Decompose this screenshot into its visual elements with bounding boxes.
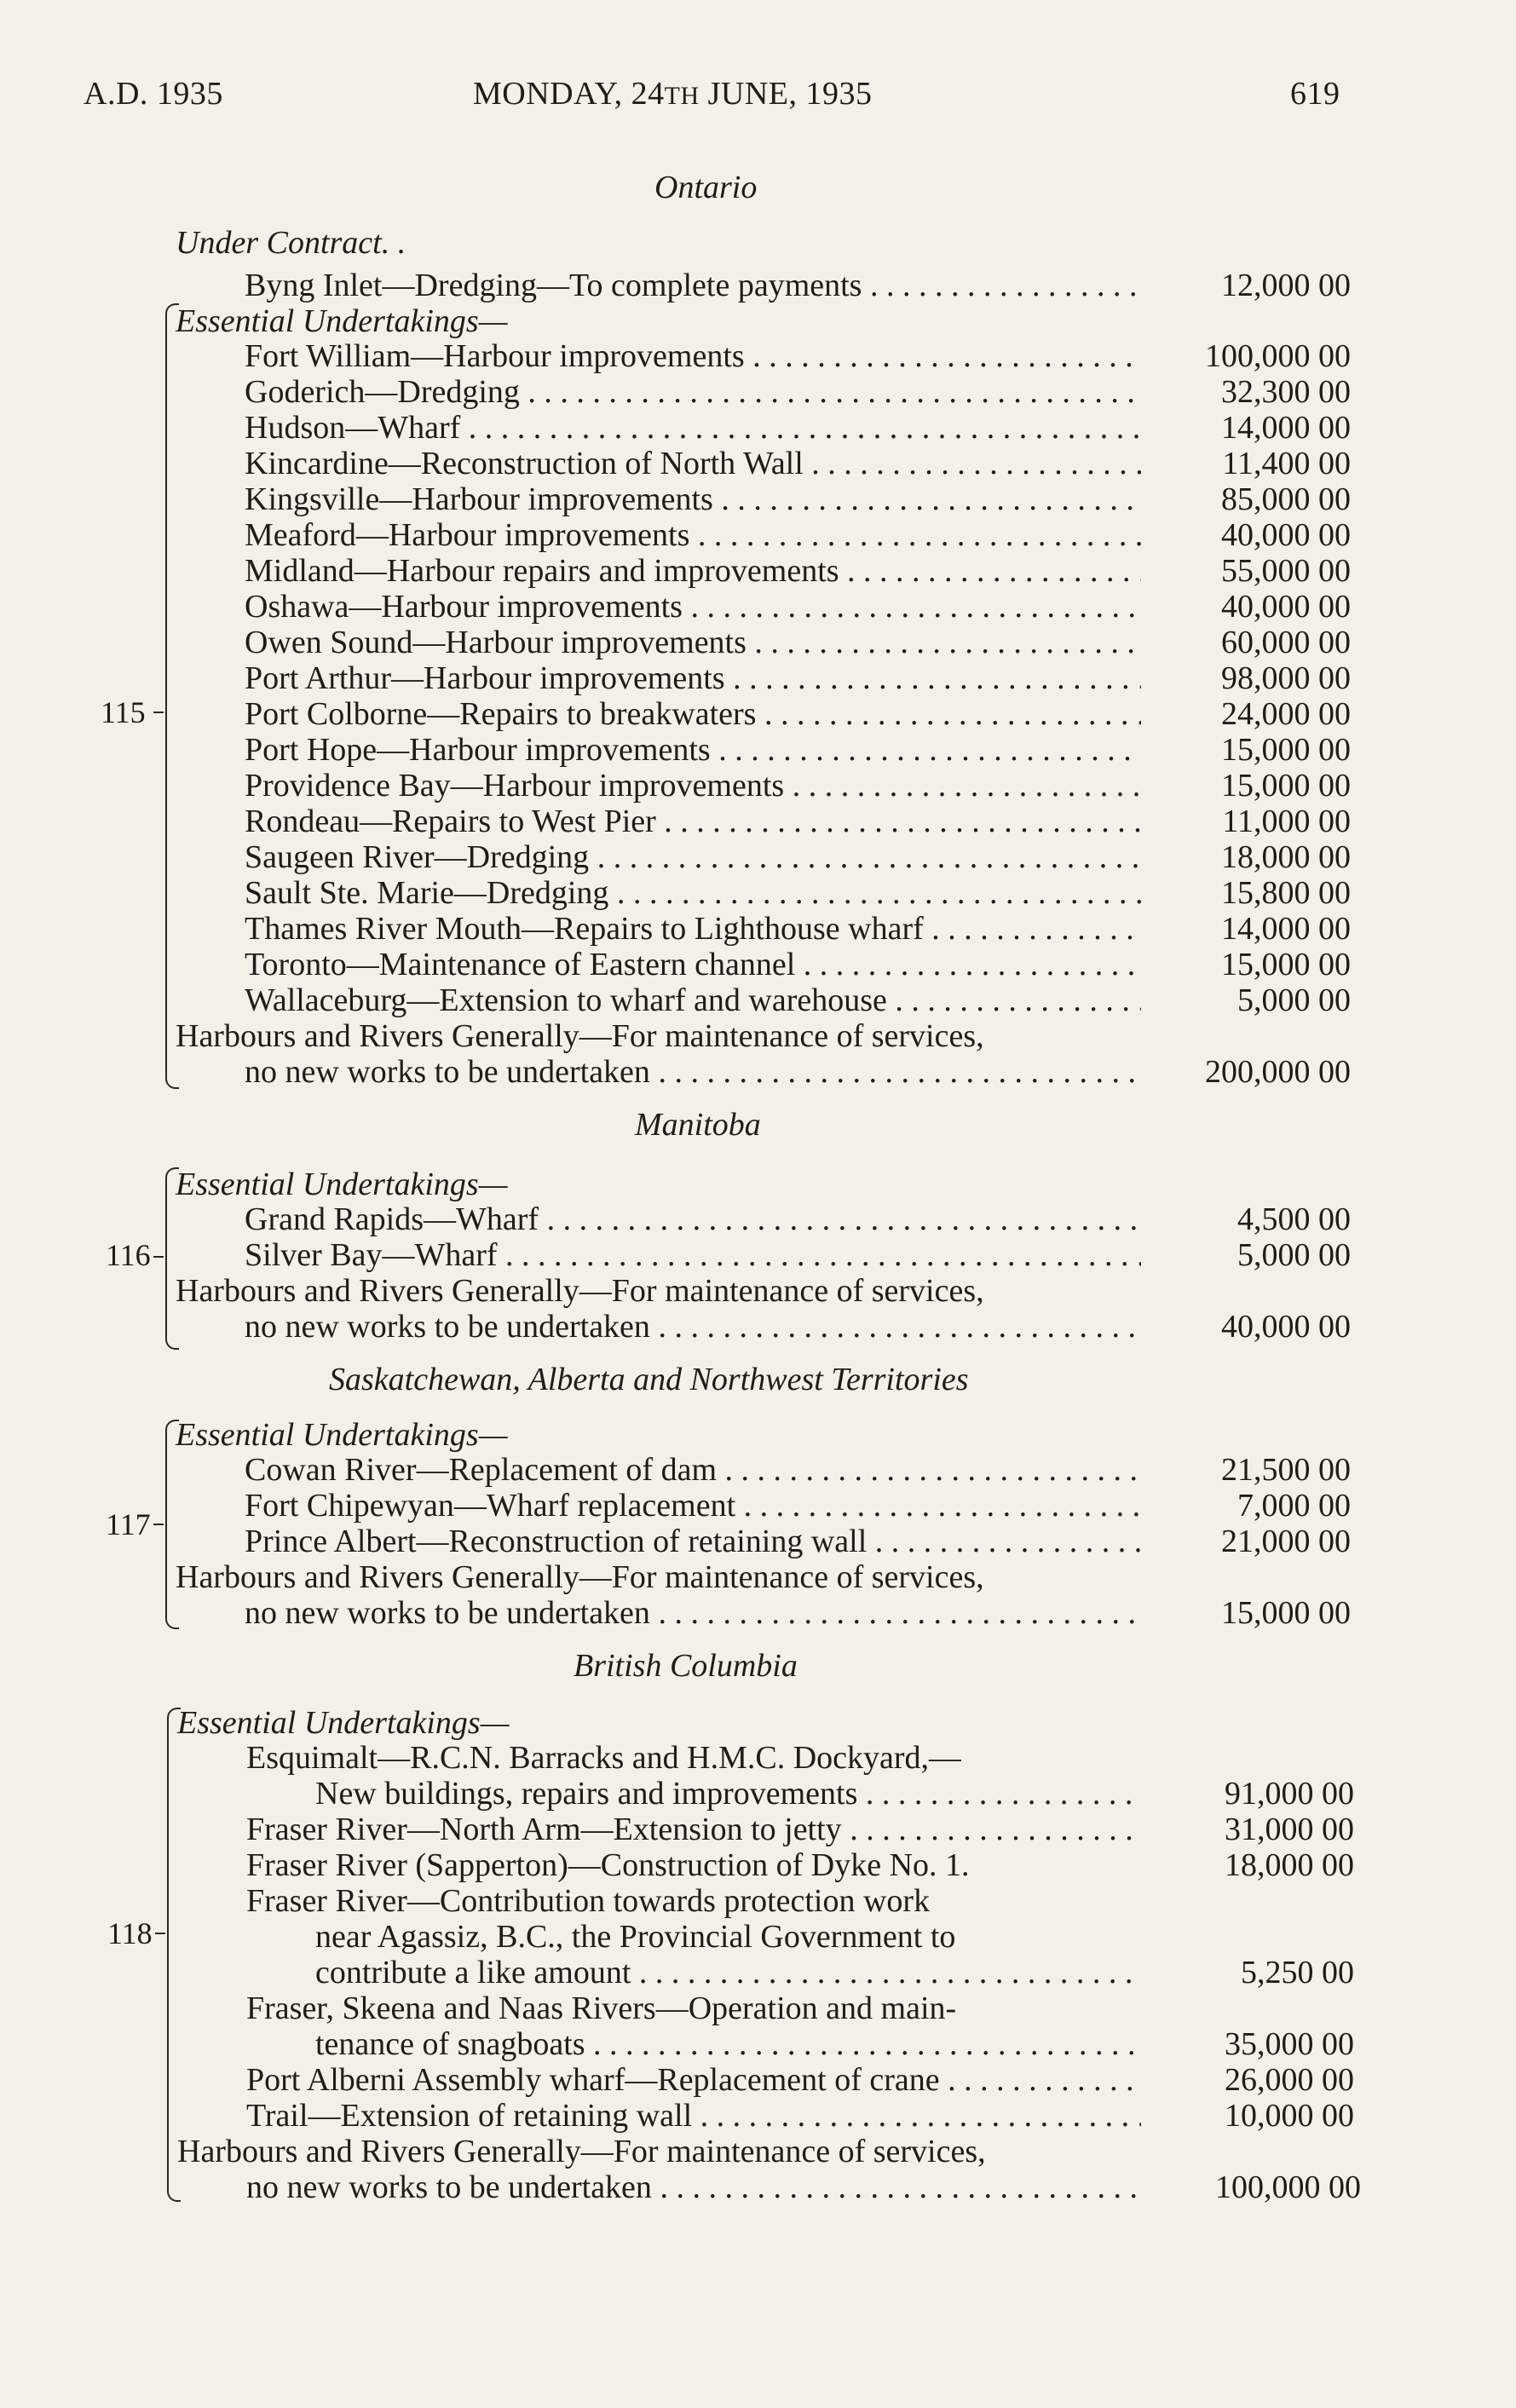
table-row xyxy=(0,1740,1516,1776)
table-row xyxy=(0,768,1516,804)
item-description: Port Alberni Assembly wharf—Replacement of crane . . . xyxy=(246,2062,1141,2098)
item-description: Fraser River (Sapperton)—Construction of Dyke No. 1. xyxy=(246,1847,970,1883)
item-amount: 7,000 00 xyxy=(1237,1488,1351,1524)
table-row xyxy=(0,1776,1516,1812)
item-description: Hudson—Wharf . . . xyxy=(245,410,1141,446)
table-row xyxy=(0,1524,1516,1559)
table-row xyxy=(0,1883,1516,1919)
item-description: no new works to be undertaken . . . xyxy=(245,1054,1141,1090)
table-row xyxy=(0,1812,1516,1847)
table-row xyxy=(0,875,1516,911)
item-amount: 11,400 00 xyxy=(1222,446,1351,481)
vote-number-117: 117 xyxy=(106,1507,151,1541)
item-amount: 55,000 00 xyxy=(1221,553,1351,589)
item-description: Oshawa—Harbour improvements . . . xyxy=(245,589,1141,625)
section-title-saskatchewan: Saskatchewan, Alberta and Northwest Territories xyxy=(329,1362,969,1397)
item-description: Cowan River—Replacement of dam . . . xyxy=(245,1452,1141,1488)
item-description: Sault Ste. Marie—Dredging . . . xyxy=(245,875,1141,911)
table-row xyxy=(0,517,1516,553)
item-description: Kincardine—Reconstruction of North Wall . . . xyxy=(245,446,1141,481)
table-row xyxy=(0,982,1516,1018)
item-amount: 35,000 00 xyxy=(1225,2026,1354,2062)
table-row xyxy=(0,1054,1516,1090)
item-amount: 14,000 00 xyxy=(1221,410,1351,446)
vote-number-116: 116 xyxy=(106,1238,151,1272)
item-amount: 40,000 00 xyxy=(1221,589,1351,625)
item-description: New buildings, repairs and improvements . . . xyxy=(315,1776,1141,1812)
table-row xyxy=(0,446,1516,481)
essential-heading: Essential Undertakings— xyxy=(176,303,508,339)
header-date xyxy=(473,75,873,112)
item-amount: 5,250 00 xyxy=(1241,1955,1354,1990)
essential-heading: Essential Undertakings— xyxy=(176,1417,508,1453)
item-description: contribute a like amount . . . xyxy=(315,1955,1141,1990)
item-amount: 10,000 00 xyxy=(1225,2098,1354,2134)
item-amount: 14,000 00 xyxy=(1221,911,1351,947)
item-description: Owen Sound—Harbour improvements . . . xyxy=(245,625,1141,660)
item-description: Port Colborne—Repairs to breakwaters . . . xyxy=(245,696,1141,732)
table-row xyxy=(0,481,1516,517)
item-description: Harbours and Rivers Generally—For maintenance of services, xyxy=(176,1273,984,1309)
table-row xyxy=(0,911,1516,947)
item-amount: 40,000 00 xyxy=(1221,517,1351,553)
vote-number-118: 118 xyxy=(107,1916,153,1950)
item-description: near Agassiz, B.C., the Provincial Government to xyxy=(315,1919,956,1955)
item-description: Thames River Mouth—Repairs to Lighthouse wharf . . . xyxy=(245,911,1141,947)
item-amount: 18,000 00 xyxy=(1221,839,1351,875)
table-row xyxy=(0,374,1516,410)
table-row xyxy=(0,2098,1516,2134)
item-description: Trail—Extension of retaining wall . . . xyxy=(246,2098,1141,2134)
item-amount: 100,000 00 xyxy=(1215,2169,1361,2205)
item-description: Goderich—Dredging . . . xyxy=(245,374,1141,410)
item-description: Fort Chipewyan—Wharf replacement . . . xyxy=(245,1488,1141,1524)
item-amount: 40,000 00 xyxy=(1221,1309,1351,1345)
section-title-manitoba: Manitoba xyxy=(635,1107,761,1143)
item-amount: 85,000 00 xyxy=(1221,481,1351,517)
item-amount: 15,000 00 xyxy=(1221,732,1351,768)
item-description: tenance of snagboats . . . xyxy=(315,2026,1141,2062)
item-amount: 15,800 00 xyxy=(1221,875,1351,911)
table-row xyxy=(0,732,1516,768)
vote-number-115: 115 xyxy=(101,695,146,729)
item-description: Prince Albert—Reconstruction of retaining wall . . . xyxy=(245,1524,1141,1559)
item-description: Saugeen River—Dredging . . . xyxy=(245,839,1141,875)
table-row xyxy=(0,1488,1516,1524)
item-description: Harbours and Rivers Generally—For maintenance of services, xyxy=(177,2134,986,2169)
item-description: Toronto—Maintenance of Eastern channel . . . xyxy=(245,947,1141,982)
item-description: Wallaceburg—Extension to wharf and warehouse . . . xyxy=(245,982,1141,1018)
table-row xyxy=(0,1847,1516,1883)
table-row xyxy=(0,589,1516,625)
general-maintenance-line xyxy=(0,2134,1516,2169)
item-amount: 98,000 00 xyxy=(1221,660,1351,696)
item-description: Midland—Harbour repairs and improvements . . . xyxy=(245,553,1141,589)
table-row xyxy=(0,1201,1516,1237)
table-row xyxy=(0,947,1516,982)
item-description: Byng Inlet—Dredging—To complete payments . . . xyxy=(245,268,1141,303)
table-row xyxy=(0,410,1516,446)
header-year: A.D. 1935 xyxy=(84,76,223,112)
item-amount: 15,000 00 xyxy=(1221,947,1351,982)
table-row xyxy=(0,660,1516,696)
item-description: Silver Bay—Wharf . . . xyxy=(245,1237,1141,1273)
item-description: Grand Rapids—Wharf . . . xyxy=(245,1201,1141,1237)
item-amount: 60,000 00 xyxy=(1221,625,1351,660)
item-amount: 31,000 00 xyxy=(1225,1812,1354,1847)
item-description: Kingsville—Harbour improvements . . . xyxy=(245,481,1141,517)
item-description: Harbours and Rivers Generally—For maintenance of services, xyxy=(176,1559,984,1595)
table-row xyxy=(0,625,1516,660)
item-description: Meaford—Harbour improvements . . . xyxy=(245,517,1141,553)
item-amount: 4,500 00 xyxy=(1237,1201,1351,1237)
table-row xyxy=(0,1955,1516,1990)
item-amount: 5,000 00 xyxy=(1237,982,1351,1018)
table-row xyxy=(0,268,1516,303)
item-amount: 15,000 00 xyxy=(1221,768,1351,804)
section-title-ontario: Ontario xyxy=(654,170,758,205)
item-description: Rondeau—Repairs to West Pier . . . xyxy=(245,804,1141,839)
item-amount: 26,000 00 xyxy=(1225,2062,1354,2098)
table-row xyxy=(0,1919,1516,1955)
item-amount: 200,000 00 xyxy=(1205,1054,1351,1090)
table-row xyxy=(0,2026,1516,2062)
item-description: Esquimalt—R.C.N. Barracks and H.M.C. Dockyard,— xyxy=(246,1740,962,1776)
header-date-sup: TH xyxy=(664,82,700,110)
table-row xyxy=(0,696,1516,732)
item-amount: 15,000 00 xyxy=(1221,1595,1351,1631)
item-amount: 91,000 00 xyxy=(1225,1776,1354,1812)
item-amount: 11,000 00 xyxy=(1222,804,1351,839)
item-amount: 12,000 00 xyxy=(1221,268,1351,303)
header-date-post: JUNE, 1935 xyxy=(699,76,873,112)
table-row xyxy=(0,2062,1516,2098)
table-row xyxy=(0,839,1516,875)
page-number: 619 xyxy=(1290,76,1340,112)
table-row xyxy=(0,1309,1516,1345)
general-maintenance-line xyxy=(0,1018,1516,1054)
general-maintenance-line xyxy=(0,1273,1516,1309)
item-amount: 32,300 00 xyxy=(1221,374,1351,410)
table-row xyxy=(0,338,1516,374)
essential-heading: Essential Undertakings— xyxy=(176,1167,508,1202)
item-description: Port Hope—Harbour improvements . . . xyxy=(245,732,1141,768)
item-description: no new works to be undertaken . . . xyxy=(246,2169,1141,2205)
item-description: no new works to be undertaken . . . xyxy=(245,1595,1141,1631)
item-amount: 21,000 00 xyxy=(1221,1524,1351,1559)
table-row xyxy=(0,1452,1516,1488)
item-description: Fraser River—Contribution towards protection work xyxy=(246,1883,931,1919)
item-description: Fort William—Harbour improvements . . . xyxy=(245,338,1141,374)
section-title-british-columbia: British Columbia xyxy=(574,1648,798,1684)
under-contract-heading: Under Contract. . xyxy=(176,225,406,261)
essential-heading: Essential Undertakings— xyxy=(177,1705,510,1741)
item-amount: 5,000 00 xyxy=(1237,1237,1351,1273)
item-amount: 100,000 00 xyxy=(1205,338,1351,374)
item-description: Harbours and Rivers Generally—For maintenance of services, xyxy=(176,1018,984,1054)
table-row xyxy=(0,1990,1516,2026)
item-description: Port Arthur—Harbour improvements . . . xyxy=(245,660,1141,696)
table-row xyxy=(0,1237,1516,1273)
item-description: Providence Bay—Harbour improvements . . . xyxy=(245,768,1141,804)
header-date-pre: MONDAY, 24 xyxy=(473,76,665,112)
item-amount: 18,000 00 xyxy=(1225,1847,1354,1883)
table-row xyxy=(0,2169,1516,2205)
item-amount: 21,500 00 xyxy=(1221,1452,1351,1488)
table-row xyxy=(0,553,1516,589)
item-amount: 24,000 00 xyxy=(1221,696,1351,732)
item-description: Fraser, Skeena and Naas Rivers—Operation and main- xyxy=(246,1990,957,2026)
item-description: no new works to be undertaken . . . xyxy=(245,1309,1141,1345)
table-row xyxy=(0,1595,1516,1631)
general-maintenance-line xyxy=(0,1559,1516,1595)
item-description: Fraser River—North Arm—Extension to jetty . . . xyxy=(246,1812,1141,1847)
table-row xyxy=(0,804,1516,839)
